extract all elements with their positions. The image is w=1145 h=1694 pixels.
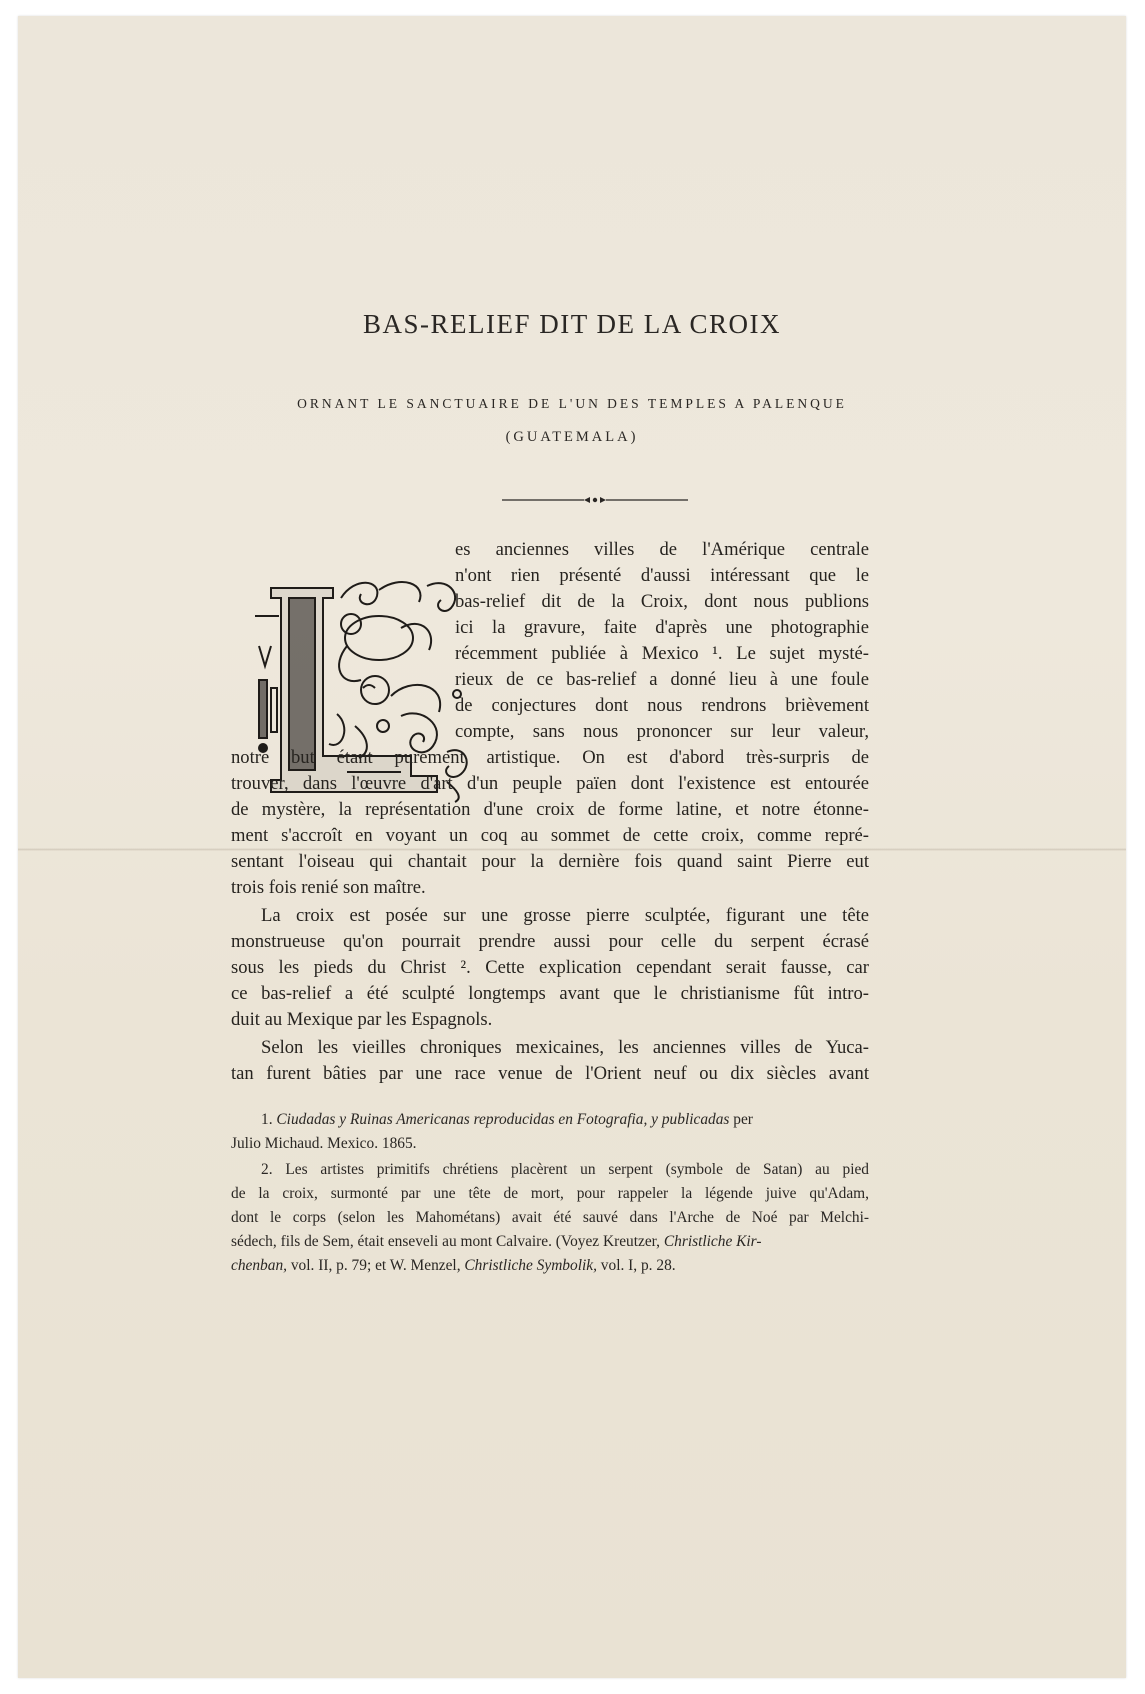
body-line-5: récemment publiée à Mexico ¹. Le sujet mysté- [455,643,869,664]
body-line-13: sentant l'oiseau qui chantait pour la dernière fois quand saint Pierre eut [231,851,869,872]
body-line-6: rieux de ce bas-relief a donné lieu à une foule [455,669,869,690]
footnote-2-work-title-1-end: chenban, [231,1257,287,1274]
footnote-2-work-title-1: Christliche Kir- [663,1233,762,1250]
body-line-16: monstrueuse qu'on pourrait prendre aussi pour celle du serpent écrasé [231,931,869,952]
page-subtitle-location: (GUATEMALA) [505,429,639,445]
footnote-2-line-5-end: vol. I, p. 28. [600,1257,676,1274]
body-line-15: La croix est posée sur une grosse pierre sculptée, figurant une tête [261,905,869,926]
footnote-1-tail: per [733,1111,753,1128]
footnote-2-work-title-2: Christliche Symbolik, [464,1257,597,1274]
body-line-10: trouver, dans l'œuvre d'art d'un peuple païen dont l'existence est entourée [231,773,869,794]
ornamental-drop-cap-icon [251,576,477,803]
footnote-2-line-3: dont le corps (selon les Mahométans) avait été sauvé dans l'Arche de Noé par Melchi- [231,1209,869,1226]
body-line-20: Selon les vieilles chroniques mexicaines, les anciennes villes de Yuca- [261,1037,869,1058]
body-line-9: notre but étant purement artistique. On est d'abord très-surpris de [231,747,869,768]
page-title: BAS-RELIEF DIT DE LA CROIX [362,309,781,339]
body-line-4: ici la gravure, faite d'après une photographie [455,617,869,638]
body-line-21: tan furent bâties par une race venue de l'Orient neuf ou dix siècles avant [231,1063,869,1084]
footnote-1-number: 1. [261,1111,273,1128]
page-subtitle: ORNANT LE SANCTUAIRE DE L'UN DES TEMPLES A PALENQUE [297,396,847,411]
paper-sheet [18,16,1126,1678]
footnote-2-line-4-text: sédech, fils de Sem, était enseveli au mont Calvaire. (Voyez Kreutzer, [231,1233,661,1250]
body-line-12: ment s'accroît en voyant un coq au sommet de cette croix, comme repré- [231,825,869,846]
footnote-1-line-2: Julio Michaud. Mexico. 1865. [231,1135,417,1152]
footnote-1-line-1 [261,1112,869,1127]
body-line-1: es anciennes villes de l'Amérique centrale [455,539,869,560]
footnote-2-line-1: 2. Les artistes primitifs chrétiens placèrent un serpent (symbole de Satan) au pied [261,1161,869,1178]
footnote-2-line-4 [231,1234,869,1249]
footnote-2-line-2: de la croix, surmonté par une tête de mort, pour rappeler la légende juive qu'Adam, [231,1185,869,1202]
body-line-19: duit au Mexique par les Espagnols. [231,1009,493,1030]
body-line-14: trois fois renié son maître. [231,877,426,898]
footnote-2-line-5 [231,1258,676,1273]
body-line-3: bas-relief dit de la Croix, dont nous publions [455,591,869,612]
decorative-rule-ornament [502,494,688,506]
footnote-2-line-5-text: vol. II, p. 79; et W. Menzel, [290,1257,461,1274]
body-line-8: compte, sans nous prononcer sur leur valeur, [455,721,869,742]
body-line-7: de conjectures dont nous rendrons brièvement [455,695,869,716]
footnote-1-title: Ciudadas y Ruinas Americanas reproducidas en Fotografia, y publicadas [276,1111,730,1128]
body-line-18: ce bas-relief a été sculpté longtemps avant que le christianisme fût intro- [231,983,869,1004]
body-line-11: de mystère, la représentation d'une croix de forme latine, et notre étonne- [231,799,869,820]
body-line-2: n'ont rien présenté d'aussi intéressant que le [455,565,869,586]
body-line-17: sous les pieds du Christ ². Cette explication cependant serait fausse, car [231,957,869,978]
